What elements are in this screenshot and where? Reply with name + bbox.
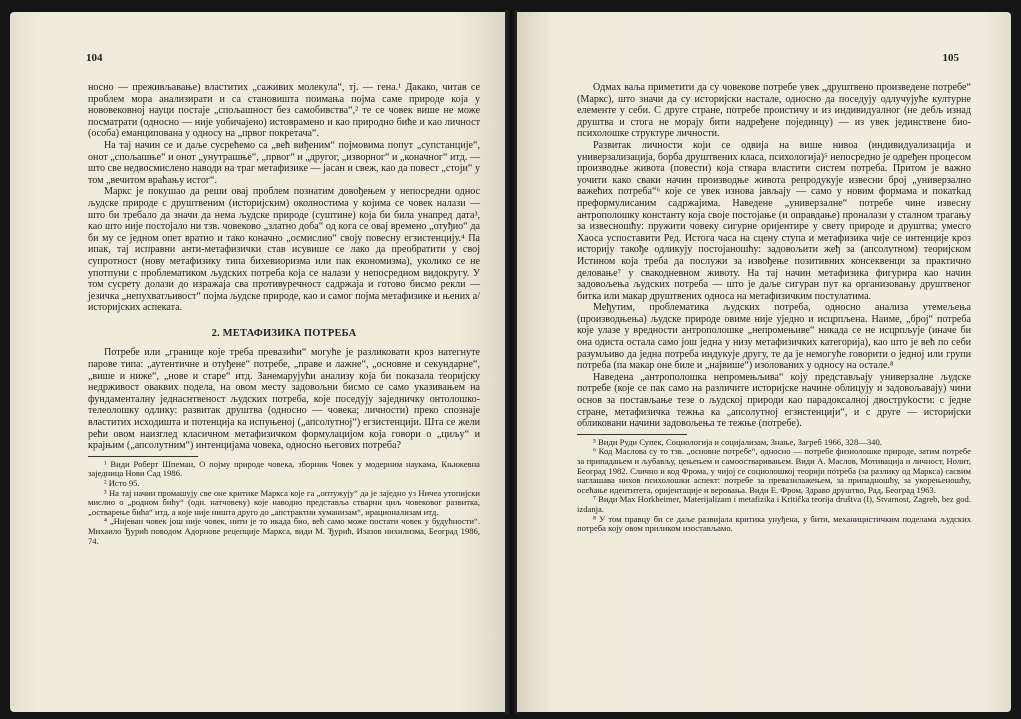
footnote: ⁶ Код Маслова су то тзв. „основне потребе“, односно — потребе физиолошке природе, затим потребе за припадањем и љубављу, цењењем и самоостваривањем. Види А. Маслов, Мотивација и личност, Нолит, Београд 1982. Слично и код Фрома, у чијој се социолошкој теорији потреба (за разлику од Маркса) сасвим наглашава нихов психолошки аспект: потребе за превазилажењем, за припадношћу, за укорењеношћу, осећање идентитета, оријентације и веровања. Види Е. Фром, Здраво друштво, Рад, Београд 1963. <box>577 446 971 495</box>
section-heading: 2. МЕТАФИЗИКА ПОТРЕБА <box>211 327 357 339</box>
paragraph: Наведена „антрополошка непромењљива“ коју представљају универзалне људске потребе (које се пак само на различите историјске начине облицују и задовољавају) чини основ за постављање тезе о људској природи као парадоксалној двоструkости: с једне стране, метафизичка тежња ка „апсолутној егзистенцији“, и с друге — историјски обликовани начини задовољења те тежње (потребе). <box>577 371 971 430</box>
paragraph: Маркс је покушао да реши овај проблем познатим довођењем у непосредни однос људске природе с друштвеним (историјским) околностима у којима се човек налази — што би требало да значи да нема људске природе (суштине) која би била унапред дата³, као што није постојало ни тзв. човеково „златно доба“ од кога се овај времено „отуђио“ да би му се једном опет вратио и тако коначно „осмислио“ своју повесну егзистенцију.⁴ Па ипак, тај исправни анти-метафизички став исувише се лако да преобратити у свој супротност (нову метафизику типа бихевиоризма или пак економизма), уколико се не употпуни с проблематиком људских потреба која се налази у непосредном видокругу. У том сусрету долази до изражаја сва противуречност садржаја и готово бисмо рекли — језичка „непухватљивост“ појма људске природе, као и самог појма метафизике и њених а/историјских аспеката. <box>88 186 481 314</box>
paragraph: Међутим, проблематика људских потреба, односно анализа утемељења (производњења) људске природе овиме није уједно и исцрпљена. Наиме, „број“ потреба које улазе у вредности антрополошке „непромењиве“ никада се не исцрпљује (иначе би она одиста остала само још једна у низу метафизичких категорија), као што је већ по себи разумљиво да једна потреба индукује другу, те да је немогуће говорити о једној или групи потреба (па макар оне биле и „највише“) изолованих у односу на остале.⁸ <box>577 302 971 372</box>
left-page <box>10 12 506 712</box>
footnote: ⁵ Види Руди Супек, Социологија и социјализам, Знање, Загреб 1966, 328—340. <box>593 436 882 447</box>
footnote-divider <box>577 434 687 435</box>
paragraph: На тај начин се и даље сусрећемо са „већ виђеним“ појмовима попут „супстанције“, онот „спољашње“ и онот „унутрашње“, „првог“ и „другог, „изворног“ и „коначног“ итд. — што све недвосмислено наводи на траг метафизике — јасан и свеж, као да повест „стоји“ у том „вечитом враћању истог“. <box>88 139 480 186</box>
footnote: ⁷ Види Max Horkheimer, Materijalizam i metafizika i Kritička teorija društva (I), Stvarnost, Zagreb, bez god. izdanja. <box>577 494 971 514</box>
footnote: ² Исто 95. <box>104 478 140 488</box>
right-page-text <box>577 82 971 534</box>
right-page <box>517 12 1011 712</box>
footnote-divider <box>88 456 198 457</box>
paragraph: Развитак личности који се одвија на више нивоа (индивидуализација и универзализација, борба друштвених класа, психологија)⁵ непосредно је одређен процесом производње живота (повести) која ствара властити систем потреба. Притом је важно уочити како сваки начин производње живота репродукује извесни број „универзално важећих потреба“⁶ које се увек изнова јављају — само у новим формама и покатkад преформулисаним садржајима. Наведене „универзалне“ потребе чине извесну антрополошку константу која своје постојање (и оправдање) проналази у сталном трагању за извесношћу: пружити човеку сигурне оријентире у свету природе и друштва; умесго Хаоса успоставити Ред. Истога часа на сцену ступа и метафизика чије се интенције кроз историју такође одликују постојаношћу: задовољити жеђ за (апсолутном) теоријском Истином која треба да послужи за извођење позитивних консеквенци за практично деловање⁷ у свакодневном животу. На тај начин метафизика фигурира као начин задовољења људских потреба — што је даље сигуран пут ка организовању друштвеног битка или макар друштвених односа на метафизичким постулатима. <box>577 139 971 302</box>
paragraph: носно — преживљавање) властитих „саживих молекула“, тј. — гена.¹ Дакако, читав се проблем мора анализирати и са становишта поимања појма саме природе која у нововековној науци постаје „спољашност без самобивства“,² те се човек више не може посматрати (односно — није уобичајено) истоврамено и као природно биће и као личност (особа) еманципована у односу на „првог покретача“. <box>88 82 480 140</box>
paragraph: Одмах ваља приметити да су човекове потребе увек „друштвено произведене потребе“ (Маркс), што значи да су историјски настале, односно да поседују одлучујуће културне елементе у себи. С друге стране, потребе проистичу и из индивидуалног (не дебљ изнад друштва и стога не морају бити надређене појединцу) — из увек јединствене био-психолошке структуре личности. <box>577 82 971 140</box>
footnote: ¹ Види Роберт Шпеман, О појму природе човека, зборник Човек у модерним наукама, Књижевна заједница Нови Сад 1986. <box>88 458 480 479</box>
paragraph: Потребе или „границе које треба превазићи“ могуће је разликовати кроз натегнуте парове типа: „аутентичне и отуђене“ потребе, „праве и лажне“, „основне и секундарне“, „више и ниже“, „нове и старе“ итд. Занемарујући анализу која би показала теоријску недрживост оваквих подела, на овом месту задовољни бисмо се само указивањем на фундаменталну једнаснтвеност људских потреба, које поседују заједничку онтолошко-телеолошку одлику: развитак друштва (односно — човека; личности) преко спознаје властитих исходишта и потенција ка испуњеној („апсолутној“) егзистенцији. Шта се жели рећи овом наизглед класичном метафизичком формулацијом која говори о „циљу“ и крајњим („апсолутним“) интенцијама човека, односно његових потреба? <box>88 347 480 452</box>
footnote: ³ На тај начин промашују све оне критике Маркса које га „оптужују“ да је заједно уз Ничеа утопијски мислио о „родном бићу“ (одн. натчовеку) које наводно представља стварни циљ човековог развитка, „остварење бића“ итд. а које није ништа друго до „апстрактни хуманизам“, ирационализам итд. <box>88 487 480 517</box>
footnote: ⁴ „Нијеван човек још није човек, нити је то икада био, већ само може постати човек у будућности“. Михаило Ђурић поводом Адорнове рецепције Маркса, види М. Ђурић, Изазов нихилизма, Београд 1986, 74. <box>88 516 480 546</box>
page-number: 104 <box>86 52 103 64</box>
footnote: ⁸ У том правцу би се даље развијала критика унуђена, у бити, механицистичким поделама људских потреба коју овом приликом изостављамо. <box>577 513 971 534</box>
left-page-text <box>88 82 480 546</box>
page-number: 105 <box>942 52 959 64</box>
